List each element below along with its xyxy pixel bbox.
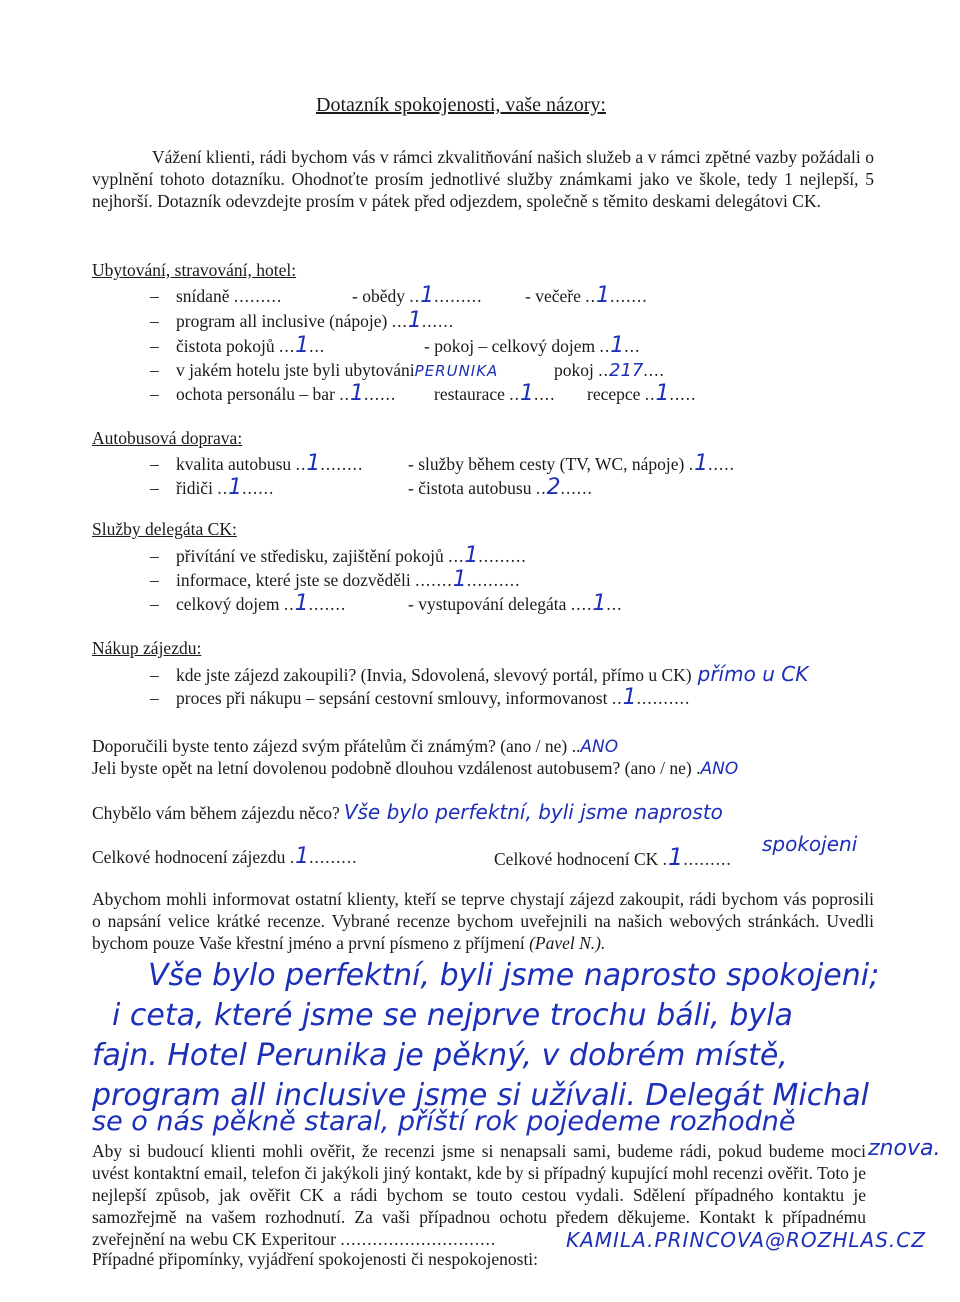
missing-value: Vše bylo perfektní, byli jsme naprosto	[343, 800, 723, 824]
info-row: – informace, které jste se dozvěděli .......1..........	[150, 567, 521, 592]
room-number-value: 217	[609, 360, 644, 381]
bus-quality-value: 1	[306, 451, 321, 476]
page-title: Dotazník spokojenosti, vaše názory:	[316, 94, 606, 116]
drivers-row: – řidiči ..1......	[150, 475, 275, 500]
lunch-value: 1	[420, 283, 435, 308]
room-overall-label: - pokoj – celkový dojem	[424, 336, 596, 356]
allinclusive-value: 1	[407, 308, 422, 333]
intro-paragraph: Vážení klienti, rádi bychom vás v rámci zkvalitňování našich služeb a v rámci zpětné vazby požádali o vyplnění tohoto dotazníku. Ohodnoťte prosím jednotlivé služby známkami jako ve škole, tedy 1 nejlepší, 5 nejhorší. Dotazník odevzdejte prosím v pátek před odjezdem, společně s těmito deskami delegátovi CK.	[92, 147, 874, 211]
review-intro-paragraph	[92, 888, 874, 954]
purchase-process-label: proces při nákupu – sepsání cestovní smlouvy, informovanost	[176, 688, 608, 708]
hotel-label: v jakém hotelu jste byli ubytováni	[176, 360, 415, 380]
section-heading-purchase: Nákup zájezdu:	[92, 638, 202, 658]
welcome-row: – přivítání ve středisku, zajištění pokojů ...1.........	[150, 543, 527, 568]
reception-label: recepce	[587, 384, 641, 404]
welcome-label: přivítání ve středisku, zajištění pokojů	[176, 546, 444, 566]
overall-trip-row: Celkové hodnocení zájezdu .1.........	[92, 844, 358, 869]
overall-ck-note: spokojeni	[762, 832, 858, 856]
again-label: Jeli byste opět na letní dovolenou podobně dlouhou vzdálenost autobusem? (ano / ne) .	[92, 758, 701, 778]
verify-paragraph: Aby si budoucí klienti mohli ověřit, že recenzi jsme si nenapsali sami, budeme rádi, pokud budeme moci uvést kontaktní email, telefon či jakýkoli jiný kontakt, kde by si případný kupující mohl recenzi ověřit. Toto je nejlepší způsob, jak ověřit CK a rádi bychom se touto cestou vydali. Sdělení případného kontaktu je samozřejmě na vašem rozhodnutí. Za vaši případnou ochotu předem děkujeme. Kontakt k případnému zveřejnění na webu CK Experitour .............................	[92, 1141, 866, 1249]
room-clean-value: 1	[295, 333, 310, 358]
contact-value: KAMILA.PRINCOVA@ROZHLAS.CZ	[566, 1228, 926, 1252]
section-heading-accommodation: Ubytování, stravování, hotel:	[92, 260, 297, 280]
restaurant-value: 1	[520, 381, 535, 406]
verify-text: Aby si budoucí klienti mohli ověřit, že recenzi jsme si nenapsali sami, budeme rádi, pokud budeme moci uvést kontaktní email, telefon či jakýkoli jiný kontakt, kde by si případný kupující mohl recenzi ověřit. Toto je nejlepší způsob, jak ověřit CK a rádi bychom se touto cestou vydali. Sdělení případného kontaktu je samozřejmě na vašem rozhodnutí. Za vaši případnou ochotu předem děkujeme. Kontakt k případnému zveřejnění na webu CK Experitour	[92, 1141, 866, 1249]
delegate-overall-label: celkový dojem	[176, 594, 280, 614]
delegate-performance-label: - vystupování delegáta	[408, 594, 567, 614]
review-example: (Pavel N.).	[529, 933, 606, 953]
bus-services-row: - služby během cesty (TV, WC, nápoje) .1.....	[408, 451, 735, 476]
purchase-where-label: kde jste zájezd zakoupili? (Invia, Sdovolená, slevový portál, přímo u CK)	[176, 665, 692, 685]
restaurant-label: restaurace	[434, 384, 505, 404]
delegate-overall-row: – celkový dojem ..1.......	[150, 591, 347, 616]
bus-clean-label: - čistota autobusu	[408, 478, 532, 498]
purchase-where-value: přímo u CK	[697, 662, 809, 686]
review-line-6: znova.	[868, 1136, 941, 1161]
breakfast-label: snídaně	[176, 286, 230, 306]
recommend-row	[92, 735, 618, 758]
info-value: 1	[452, 567, 467, 592]
delegate-overall-value: 1	[294, 591, 309, 616]
purchase-process-value: 1	[622, 685, 637, 710]
purchase-where-row: – kde jste zájezd zakoupili? (Invia, Sdovolená, slevový portál, přímo u CK) přímo u CK	[150, 662, 809, 686]
bus-clean-row: - čistota autobusu ..2......	[408, 475, 593, 500]
overall-trip-value: 1	[295, 844, 310, 869]
lunch-label: - obědy	[352, 286, 405, 306]
room-clean-label: čistota pokojů	[176, 336, 275, 356]
bus-quality-label: kvalita autobusu	[176, 454, 292, 474]
welcome-value: 1	[464, 543, 479, 568]
bus-services-label: - služby během cesty (TV, WC, nápoje)	[408, 454, 685, 474]
dinner-row: - večeře ..1.......	[525, 283, 648, 308]
overall-ck-label: Celkové hodnocení CK	[494, 849, 659, 869]
room-overall-row: - pokoj – celkový dojem ..1...	[424, 333, 641, 358]
bus-services-value: 1	[694, 451, 709, 476]
remarks-label: Případné připomínky, vyjádření spokojenosti či nespokojenosti:	[92, 1249, 539, 1269]
review-line-2: i ceta, které jsme se nejprve trochu báli, byla	[112, 998, 793, 1033]
room-number-label: pokoj	[554, 360, 594, 380]
section-heading-delegate: Služby delegáta CK:	[92, 519, 237, 539]
delegate-performance-row: - vystupování delegáta ....1...	[408, 591, 623, 616]
overall-trip-label: Celkové hodnocení zájezdu	[92, 847, 286, 867]
recommend-value: ANO	[580, 737, 619, 757]
staff-bar-value: 1	[350, 381, 365, 406]
bus-clean-value: 2	[546, 475, 561, 500]
info-label: informace, které jste se dozvěděli	[176, 570, 411, 590]
drivers-value: 1	[228, 475, 243, 500]
bus-quality-row: – kvalita autobusu ..1........	[150, 451, 364, 476]
lunch-row: - obědy ..1.........	[352, 283, 483, 308]
overall-ck-row: Celkové hodnocení CK .1.........	[494, 843, 732, 871]
missing-label: Chybělo vám během zájezdu něco?	[92, 803, 340, 823]
staff-bar-row: – ochota personálu – bar ..1......	[150, 381, 397, 406]
section-heading-bus: Autobusová doprava:	[92, 428, 243, 448]
room-clean-row: – čistota pokojů ...1...	[150, 333, 326, 358]
again-value: ANO	[700, 759, 739, 779]
room-number-row: pokoj ..217....	[554, 360, 665, 381]
room-overall-value: 1	[610, 333, 625, 358]
drivers-label: řidiči	[176, 478, 213, 498]
reception-value: 1	[655, 381, 670, 406]
review-line-1: Vše bylo perfektní, byli jsme naprosto spokojeni;	[148, 958, 880, 993]
review-line-4: program all inclusive jsme si užívali. Delegát Michal	[92, 1078, 869, 1113]
purchase-process-row: – proces při nákupu – sepsání cestovní smlouvy, informovanost ..1..........	[150, 685, 691, 710]
overall-ck-value: 1	[668, 843, 684, 871]
review-line-5: se o nás pěkně staral, příští rok pojedeme rozhodně	[92, 1106, 796, 1137]
delegate-performance-value: 1	[592, 591, 607, 616]
review-line-3: fajn. Hotel Perunika je pěkný, v dobrém místě,	[92, 1038, 788, 1073]
restaurant-row: restaurace ..1....	[434, 381, 556, 406]
review-intro-text: Abychom mohli informovat ostatní klienty, kteří se teprve chystají zájezd zakoupit, rádi bychom vás poprosili o napsání velice krátké recenze. Vybrané recenze bychom uveřejnili na našich webových stránkách. Uvedli bychom pouze Vaše křestní jméno a první písmeno z příjmení	[92, 889, 874, 953]
hotel-row: – v jakém hotelu jste byli ubytovániPERUNIKA	[150, 360, 499, 380]
staff-bar-label: ochota personálu – bar	[176, 384, 335, 404]
missing-row	[92, 801, 723, 824]
allinclusive-label: program all inclusive (nápoje)	[176, 311, 388, 331]
hotel-value: PERUNIKA	[414, 362, 499, 380]
reception-row: recepce ..1.....	[587, 381, 697, 406]
dinner-label: - večeře	[525, 286, 581, 306]
dinner-value: 1	[595, 283, 610, 308]
again-row	[92, 757, 738, 780]
breakfast-row: – snídaně .........	[150, 286, 283, 306]
recommend-label: Doporučili byste tento zájezd svým přátelům či známým? (ano / ne) ..	[92, 736, 581, 756]
allinclusive-row: – program all inclusive (nápoje) ...1......	[150, 308, 455, 333]
